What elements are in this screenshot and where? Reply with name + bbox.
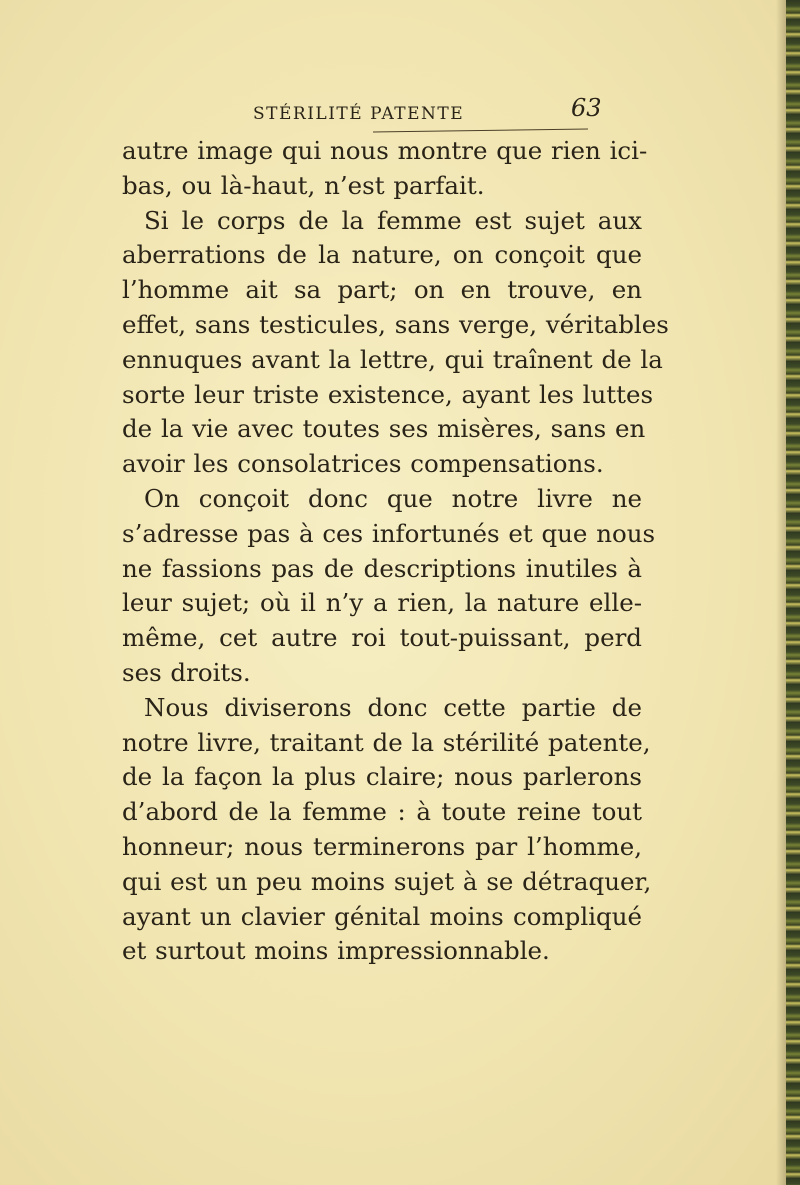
text-line: notre livre, traitant de la stérilité patente,	[122, 727, 651, 757]
page-header	[253, 86, 613, 126]
text-line: de la façon la plus claire; nous parlerons	[122, 762, 642, 792]
text-line: s’adresse pas à ces infortunés et que nous	[122, 518, 656, 548]
text-line: qui est un peu moins sujet à se détraquer,	[122, 866, 652, 896]
text-line: d’abord de la femme : à toute reine tout	[122, 797, 642, 827]
running-title: STÉRILITÉ PATENTE	[253, 104, 465, 124]
text-line: de la vie avec toutes ses misères, sans en	[122, 414, 646, 444]
text-line: avoir les consolatrices compensations.	[122, 449, 604, 479]
text-line: effet, sans testicules, sans verge, véritables	[122, 309, 669, 339]
header-rule	[373, 128, 588, 132]
page-gutter-shadow	[776, 0, 786, 1185]
text-line: Nous diviserons donc cette partie de	[144, 692, 642, 722]
body-text	[122, 134, 669, 969]
text-line: sorte leur triste existence, ayant les luttes	[122, 379, 654, 409]
text-line: même, cet autre roi tout-puissant, perd	[122, 623, 642, 653]
text-line: On conçoit donc que notre livre ne	[144, 483, 642, 513]
text-line: Si le corps de la femme est sujet aux	[144, 205, 642, 235]
text-line: autre image qui nous montre que rien ici-	[122, 136, 648, 165]
book-edge	[786, 0, 800, 1185]
text-line: ennuques avant la lettre, qui traînent de la	[122, 344, 663, 374]
text-line: ne fassions pas de descriptions inutiles à	[122, 553, 642, 583]
text-line: ayant un clavier génital moins compliqué	[122, 901, 642, 931]
text-line: leur sujet; où il n’y a rien, la nature elle-	[122, 588, 642, 618]
page-number: 63	[571, 94, 602, 122]
text-line: honneur; nous terminerons par l’homme,	[122, 831, 642, 861]
text-line: et surtout moins impressionnable.	[122, 936, 550, 966]
text-line: bas, ou là-haut, n’est parfait.	[122, 170, 485, 200]
text-line: aberrations de la nature, on conçoit que	[122, 240, 642, 270]
text-line: l’homme ait sa part; on en trouve, en	[122, 275, 642, 305]
text-line: ses droits.	[122, 657, 251, 687]
